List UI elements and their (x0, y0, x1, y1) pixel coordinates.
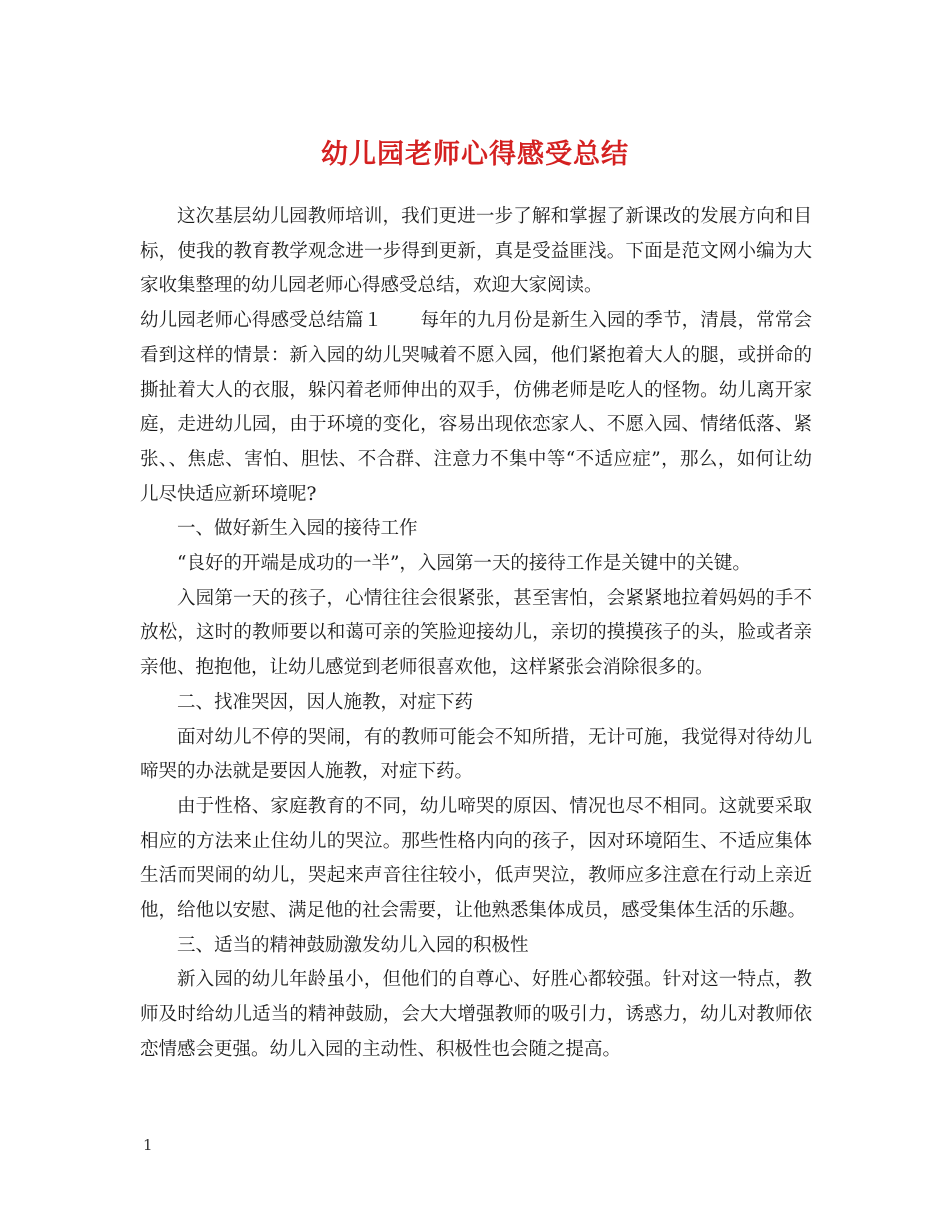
section-heading-3: 三、适当的精神鼓励激发幼儿入园的积极性 (177, 934, 529, 956)
intro-paragraph: 这次基层幼儿园教师培训，我们更进一步了解和掌握了新课改的发展方向和目标，使我的教育教学观念进一步得到更新，真是受益匪浅。下面是范文网小编为大家收集整理的幼儿园老师心得感受总结，欢迎大家阅读。 (140, 206, 812, 297)
article-first-paragraph (140, 304, 812, 512)
section3-paragraph-1: 新入园的幼儿年龄虽小，但他们的自尊心、好胜心都较强。针对这一特点，教师及时给幼儿适当的精神鼓励，会大大增强教师的吸引力，诱惑力，幼儿对教师依恋情感会更强。幼儿入园的主动性、积极性也会随之提高。 (140, 969, 812, 1060)
section2-paragraph-2: 由于性格、家庭教育的不同，幼儿啼哭的原因、情况也尽不相同。这就要采取相应的方法来止住幼儿的哭泣。那些性格内向的孩子，因对环境陌生、不适应集体生活而哭闹的幼儿，哭起来声音往往较小，低声哭泣，教师应多注意在行动上亲近他，给他以安慰、满足他的社会需要，让他熟悉集体成员，感受集体生活的乐趣。 (140, 795, 812, 922)
document-body (140, 200, 812, 1068)
section1-paragraph-2: 入园第一天的孩子，心情往往会很紧张，甚至害怕，会紧紧地拉着妈妈的手不放松，这时的教师要以和蔼可亲的笑脸迎接幼儿，亲切的摸摸孩子的头，脸或者亲亲他、抱抱他，让幼儿感觉到老师很喜欢他，这样紧张会消除很多的。 (140, 587, 812, 679)
article-lead-text: 每年的九月份是新生入园的季节，清晨，常常会看到这样的情景：新入园的幼儿哭喊着不愿入园，他们紧抱着大人的腿，或拼命的撕扯着大人的衣服，躲闪着老师伸出的双手，仿佛老师是吃人的怪物。幼儿离开家庭，走进幼儿园，由于环境的变化，容易出现依恋家人、不愿入园、情绪低落、紧张、、焦虑、害怕、胆怯、不合群、注意力不集中等“不适应症”，那么，如何让幼儿尽快适应新环境呢? (140, 310, 812, 505)
section-heading-1: 一、做好新生入园的接待工作 (177, 518, 418, 540)
section1-paragraph-1: “良好的开端是成功的一半”，入园第一天的接待工作是关键中的关键。 (177, 553, 751, 575)
page-number: 1 (143, 1136, 153, 1154)
article-heading: 幼儿园老师心得感受总结篇１ (140, 310, 383, 332)
page-title: 幼儿园老师心得感受总结 (321, 139, 629, 170)
section2-paragraph-1: 面对幼儿不停的哭闹，有的教师可能会不知所措，无计可施，我觉得对待幼儿啼哭的办法就是要因人施教，对症下药。 (140, 726, 812, 783)
section-heading-2: 二、找准哭因，因人施教，对症下药 (177, 691, 474, 713)
